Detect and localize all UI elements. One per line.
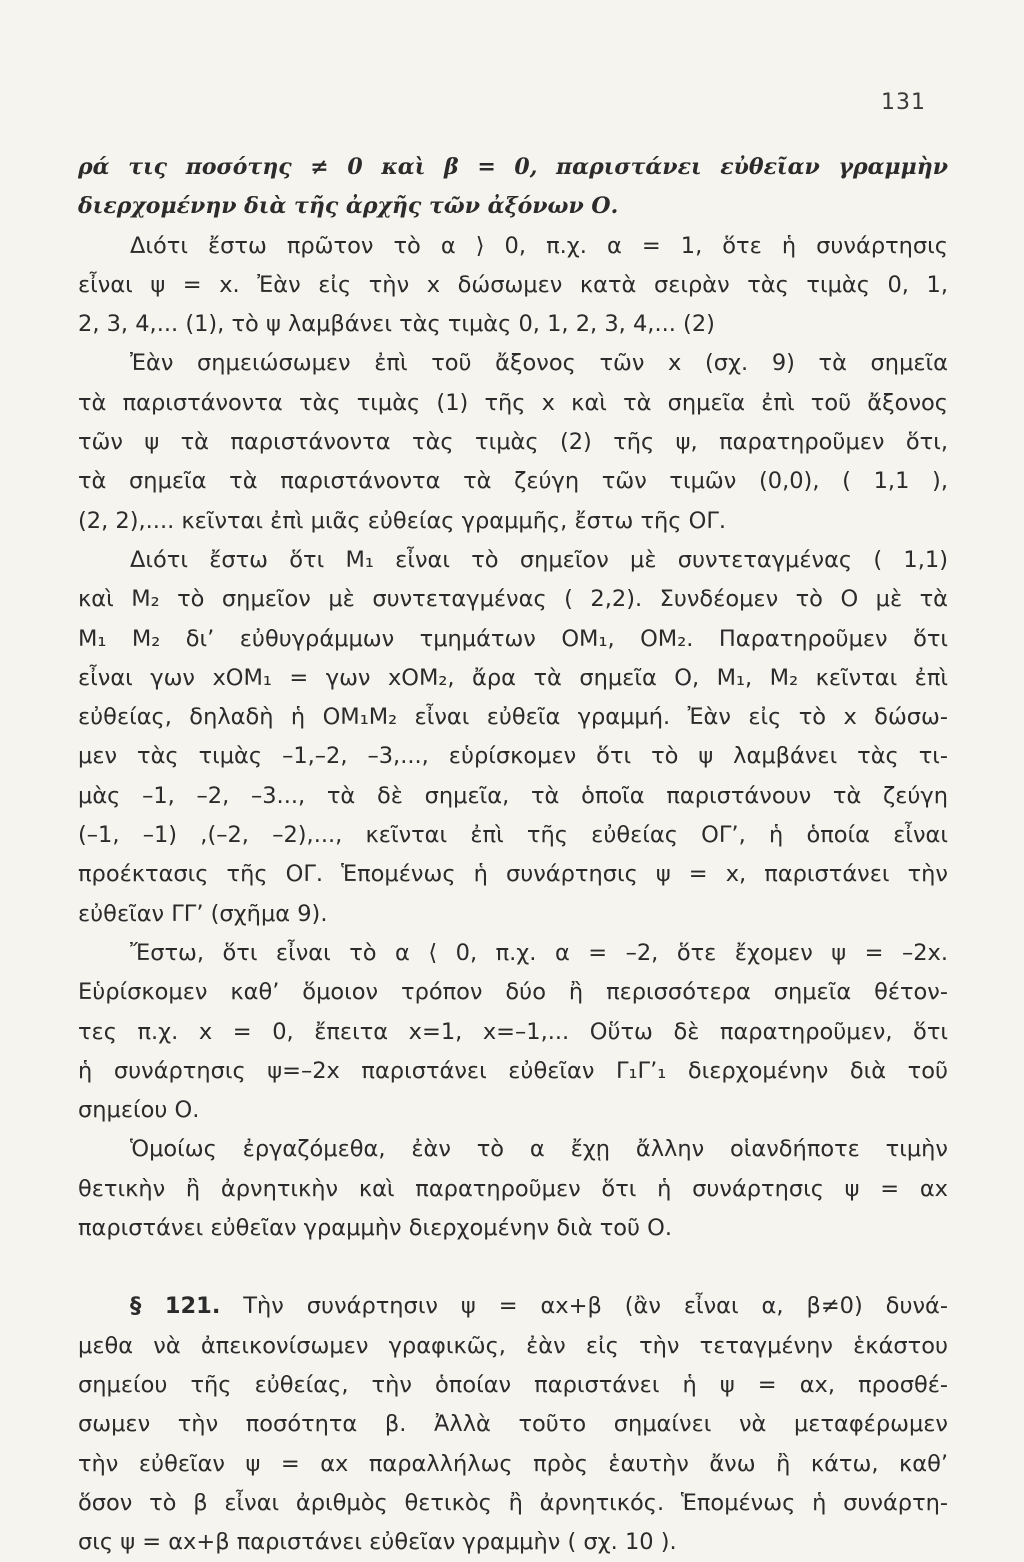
- text-line: τὰ παριστάνοντα τὰς τιμὰς (1) τῆς x καὶ τὰ σημεῖα ἐπὶ τοῦ ἄξονος: [78, 389, 948, 416]
- text-line: διερχομένην διὰ τῆς ἀρχῆς τῶν ἀξόνων Ο.: [78, 193, 619, 220]
- text-line: τὰ σημεῖα τὰ παριστάνοντα τὰ ζεύγη τῶν τιμῶν (0,0), ( 1,1 ),: [78, 468, 948, 495]
- text-line: εὐθεῖαν ΓΓ’ (σχῆμα 9).: [78, 900, 328, 927]
- text-line: Διότι ἔστω πρῶτον τὸ α ⟩ 0, π.χ. α = 1, ὅτε ἡ συνάρτησις: [130, 232, 948, 259]
- text-line: εἶναι γων xΟΜ₁ = γων xΟΜ₂, ἄρα τὰ σημεῖα Ο, Μ₁, Μ₂ κεῖνται ἐπὶ: [78, 664, 948, 691]
- text-line: Εὑρίσκομεν καθ’ ὅμοιον τρόπον δύο ἢ περισσότερα σημεῖα θέτον-: [78, 979, 948, 1006]
- text-line: ἡ συνάρτησις ψ=–2x παριστάνει εὐθεῖαν Γ₁Γ’₁ διερχομένην διὰ τοῦ: [78, 1057, 948, 1084]
- text-line: Ἐὰν σημειώσωμεν ἐπὶ τοῦ ἄξονος τῶν x (σχ. 9) τὰ σημεῖα: [130, 350, 948, 377]
- text-line: εἶναι ψ = x. Ἐὰν εἰς τὴν x δώσωμεν κατὰ σειρὰν τὰς τιμὰς 0, 1,: [78, 271, 948, 298]
- text-line: ὅσον τὸ β εἶναι ἀριθμὸς θετικὸς ἢ ἀρνητικός. Ἑπομένως ἡ συνάρτη-: [78, 1489, 948, 1516]
- text-line: παριστάνει εὐθεῖαν γραμμὴν διερχομένην διὰ τοῦ Ο.: [78, 1215, 673, 1242]
- text-line: μεν τὰς τιμὰς –1,–2, –3,..., εὑρίσκομεν ὅτι τὸ ψ λαμβάνει τὰς τι-: [78, 743, 948, 770]
- text-line: 2, 3, 4,... (1), τὸ ψ λαμβάνει τὰς τιμὰς 0, 1, 2, 3, 4,... (2): [78, 311, 715, 338]
- text-line: καὶ Μ₂ τὸ σημεῖον μὲ συντεταγμένας ( 2,2). Συνδέομεν τὸ Ο μὲ τὰ: [78, 586, 948, 613]
- text-line: σωμεν τὴν ποσότητα β. Ἀλλὰ τοῦτο σημαίνει νὰ μεταφέρωμεν: [78, 1411, 948, 1438]
- text-line: τὴν εὐθεῖαν ψ = αx παραλλήλως πρὸς ἑαυτὴν ἄνω ἢ κάτω, καθ’: [78, 1450, 948, 1477]
- text-line: Διότι ἔστω ὅτι Μ₁ εἶναι τὸ σημεῖον μὲ συντεταγμένας ( 1,1): [130, 546, 948, 573]
- text-line: σημείου Ο.: [78, 1097, 200, 1124]
- page-number: 131: [881, 90, 926, 115]
- text-line: Ὁμοίως ἐργαζόμεθα, ἐὰν τὸ α ἔχῃ ἄλλην οἱανδήποτε τιμὴν: [130, 1136, 948, 1163]
- section-first-line: [78, 1287, 948, 1326]
- text-line: τῶν ψ τὰ παριστάνοντα τὰς τιμὰς (2) τῆς ψ, παρατηροῦμεν ὅτι,: [78, 429, 948, 456]
- text-line: εὐθείας, δηλαδὴ ἡ ΟΜ₁Μ₂ εἶναι εὐθεῖα γραμμή. Ἐὰν εἰς τὸ x δώσω-: [78, 704, 948, 731]
- text-line: σημείου τῆς εὐθείας, τὴν ὁποίαν παριστάνει ἡ ψ = αx, προσθέ-: [78, 1371, 948, 1398]
- text-line: Ἔστω, ὅτι εἶναι τὸ α ⟨ 0, π.χ. α = –2, ὅτε ἔχομεν ψ = –2x.: [130, 939, 948, 966]
- text-line: μεθα νὰ ἀπεικονίσωμεν γραφικῶς, ἐὰν εἰς τὴν τεταγμένην ἑκάστου: [78, 1332, 948, 1359]
- text-line: σις ψ = αx+β παριστάνει εὐθεῖαν γραμμὴν ( σχ. 10 ).: [78, 1529, 677, 1556]
- text-line: θετικὴν ἢ ἀρνητικὴν καὶ παρατηροῦμεν ὅτι ἡ συνάρτησις ψ = αx: [78, 1175, 948, 1202]
- paragraph-gap: [78, 1248, 948, 1287]
- text-line: (2, 2),.... κεῖνται ἐπὶ μιᾶς εὐθείας γραμμῆς, ἔστω τῆς ΟΓ.: [78, 507, 727, 534]
- text-line: τες π.χ. x = 0, ἔπειτα x=1, x=–1,... Οὕτω δὲ παρατηροῦμεν, ὅτι: [78, 1018, 948, 1045]
- text-line: προέκτασις τῆς ΟΓ. Ἑπομένως ἡ συνάρτησις ψ = x, παριστάνει τὴν: [78, 861, 948, 888]
- text-line: (–1, –1) ,(–2, –2),..., κεῖνται ἐπὶ τῆς εὐθείας ΟΓ’, ἡ ὁποία εἶναι: [78, 822, 948, 849]
- section-number: § 121.: [130, 1293, 221, 1320]
- text-line: μὰς –1, –2, –3..., τὰ δὲ σημεῖα, τὰ ὁποῖα παριστάνουν τὰ ζεύγη: [78, 782, 948, 809]
- section-text: Τὴν συνάρτησιν ψ = αx+β (ἂν εἶναι α, β≠0) δυνά-: [220, 1293, 948, 1320]
- text-line: ρά τις ποσότης ≠ 0 καὶ β = 0, παριστάνει εὐθεῖαν γραμμὴν: [78, 154, 948, 180]
- body-text: [78, 148, 948, 1562]
- text-line: Μ₁ Μ₂ δι’ εὐθυγράμμων τμημάτων ΟΜ₁, ΟΜ₂. Παρατηροῦμεν ὅτι: [78, 625, 948, 652]
